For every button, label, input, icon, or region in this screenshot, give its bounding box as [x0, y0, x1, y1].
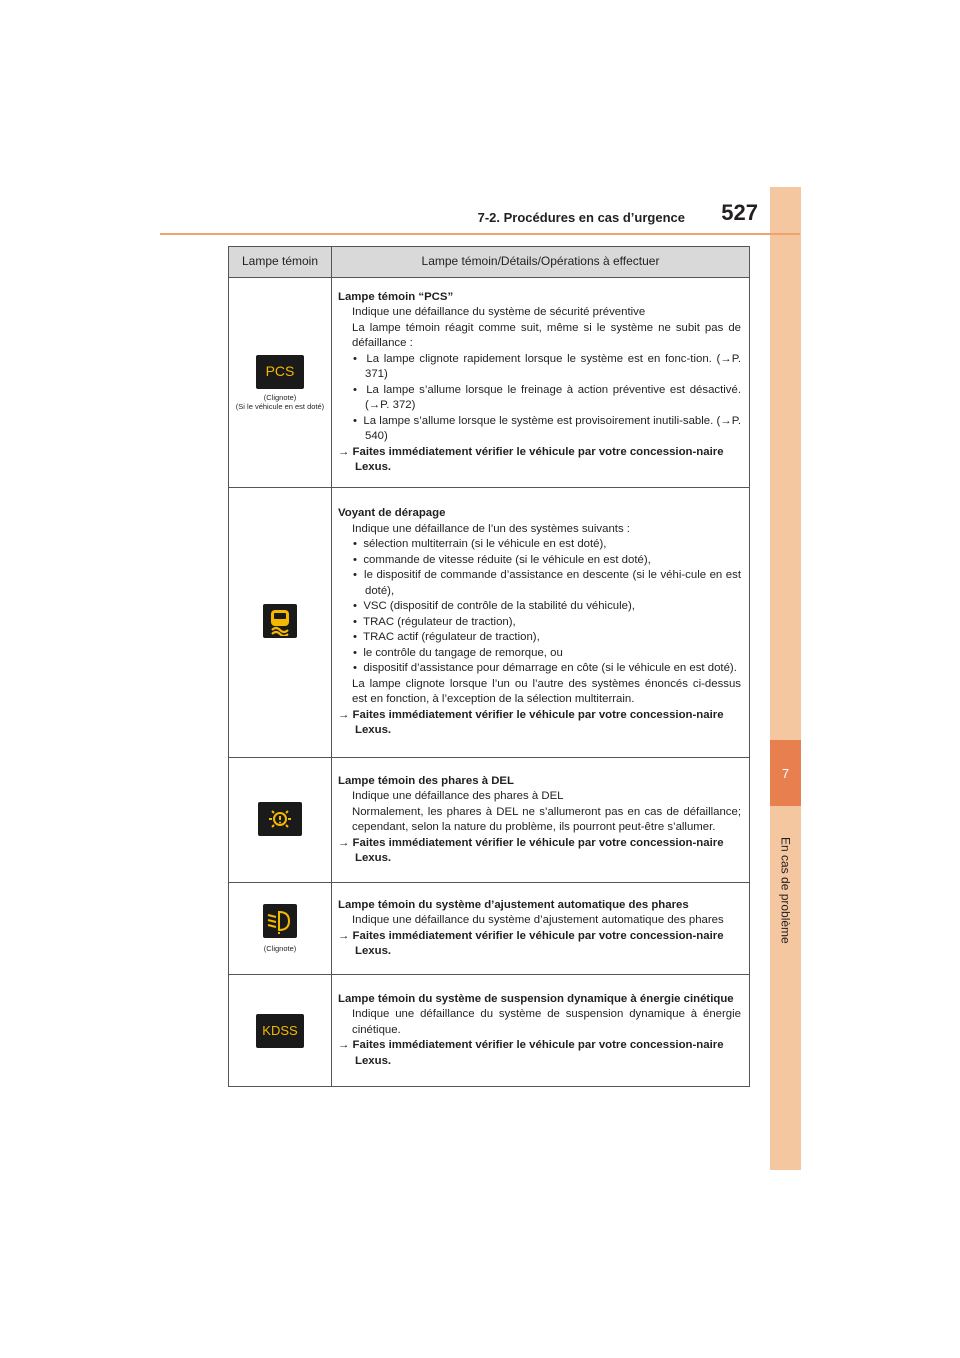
- list-item-text: le contrôle du tangage de remorque, ou: [363, 646, 563, 659]
- list-item-text: La lampe s’allume lorsque le système est provisoirement inutili-sable. (→P. 540): [363, 414, 741, 442]
- page-number: 527: [721, 200, 758, 225]
- description-cell: [332, 758, 750, 883]
- list-item: • TRAC actif (régulateur de traction),: [353, 631, 540, 644]
- action-instruction: → Faites immédiatement vérifier le véhicule par votre concession-naire Lexus.: [338, 708, 724, 737]
- description-line: Indique une défaillance du système d’ajustement automatique des phares: [352, 914, 724, 926]
- list-item-text: commande de vitesse réduite (si le véhicule en est doté),: [363, 553, 651, 566]
- description-cell: [332, 883, 750, 975]
- lamp-title: Lampe témoin du système de suspension dynamique à énergie cinétique: [338, 992, 734, 1005]
- description-line: Indique une défaillance des phares à DEL: [352, 790, 564, 802]
- side-tab-strip: [770, 187, 801, 1170]
- list-item: • le dispositif de commande d’assistance en descente (si le véhi-cule en est doté),: [353, 569, 741, 597]
- header-rule: [160, 233, 800, 235]
- list-item: • VSC (dispositif de contrôle de la stabilité du véhicule),: [353, 600, 635, 613]
- list-item-text: La lampe clignote rapidement lorsque le système est en fonc-tion. (→P. 371): [365, 352, 741, 380]
- column-header-lamp: Lampe témoin: [229, 247, 332, 278]
- icon-cell: [229, 488, 332, 758]
- list-item-text: TRAC (régulateur de traction),: [363, 615, 516, 628]
- action-instruction: → Faites immédiatement vérifier le véhicule par votre concession-naire Lexus.: [338, 1039, 724, 1067]
- section-title: 7-2. Procédures en cas d’urgence: [477, 210, 685, 225]
- chapter-number: 7: [770, 740, 801, 806]
- list-item: • La lampe clignote rapidement lorsque le système est en fonc-tion. (→P. 371): [353, 352, 741, 380]
- lamp-title: Lampe témoin “PCS”: [338, 290, 454, 303]
- description-line: Indique une défaillance de l’un des systèmes suivants :: [352, 522, 630, 535]
- pcs-icon: PCS: [256, 355, 304, 389]
- list-item-text: le dispositif de commande d’assistance en descente (si le véhi-cule en est doté),: [364, 569, 741, 597]
- table-row: [229, 975, 750, 1087]
- description-cell: [332, 278, 750, 488]
- icon-cell: [229, 975, 332, 1087]
- table-row: [229, 488, 750, 758]
- headlight-leveling-icon: [263, 904, 297, 938]
- description-cell: [332, 975, 750, 1087]
- list-item-text: dispositif d’assistance pour démarrage en côte (si le véhicule en est doté).: [363, 662, 737, 675]
- icon-cell: [229, 278, 332, 488]
- description-line: Normalement, les phares à DEL ne s’allumeront pas en cas de défaillance; cependant, selon la nature du problème, ils pourront peut-être s’allumer.: [352, 805, 741, 833]
- list-item-text: La lampe s’allume lorsque le freinage à action préventive est désactivé. (→P. 372): [365, 383, 741, 411]
- page-header: [160, 200, 800, 236]
- column-header-details: Lampe témoin/Détails/Opérations à effectuer: [332, 247, 750, 278]
- list-item-text: TRAC actif (régulateur de traction),: [363, 631, 540, 644]
- description-line: Indique une défaillance du système de sécurité préventive: [352, 306, 646, 318]
- warning-lamp-table: [228, 246, 750, 1087]
- chapter-title: En cas de problème: [778, 836, 793, 944]
- list-item: • dispositif d’assistance pour démarrage en côte (si le véhicule en est doté).: [353, 662, 737, 675]
- action-instruction: → Faites immédiatement vérifier le véhicule par votre concession-naire Lexus.: [338, 836, 724, 864]
- led-headlight-icon: [258, 802, 302, 836]
- kdss-icon: KDSS: [256, 1014, 304, 1048]
- lamp-title: Voyant de dérapage: [338, 507, 446, 520]
- icon-cell: [229, 758, 332, 883]
- table-row: [229, 278, 750, 488]
- list-item: • La lampe s’allume lorsque le freinage à action préventive est désactivé. (→P. 372): [353, 383, 741, 411]
- icon-caption: (Clignote): [263, 944, 297, 954]
- icon-cell: [229, 883, 332, 975]
- list-item-text: sélection multiterrain (si le véhicule en est doté),: [363, 538, 607, 551]
- headlight-leveling-glyph: [265, 907, 295, 935]
- list-item: • sélection multiterrain (si le véhicule en est doté),: [353, 538, 607, 551]
- lamp-title: Lampe témoin du système d’ajustement automatique des phares: [338, 898, 689, 911]
- skid-car-icon: [265, 606, 295, 636]
- action-instruction: → Faites immédiatement vérifier le véhicule par votre concession-naire Lexus.: [338, 929, 724, 957]
- icon-caption: (Clignote) (Si le véhicule en est doté): [235, 392, 325, 411]
- description-line: La lampe témoin réagit comme suit, même si le système ne subit pas de défaillance :: [352, 321, 741, 349]
- table-row: [229, 883, 750, 975]
- action-instruction: → Faites immédiatement vérifier le véhicule par votre concession-naire Lexus.: [338, 445, 724, 473]
- list-item: • TRAC (régulateur de traction),: [353, 615, 516, 628]
- list-item-text: VSC (dispositif de contrôle de la stabilité du véhicule),: [363, 600, 635, 613]
- list-item: • commande de vitesse réduite (si le véhicule en est doté),: [353, 553, 651, 566]
- description-cell: [332, 488, 750, 758]
- description-line: Indique une défaillance du système de suspension dynamique à énergie cinétique.: [352, 1008, 741, 1036]
- table-row: [229, 758, 750, 883]
- table-header-row: [229, 247, 750, 278]
- skid-indicator-icon: [263, 604, 297, 638]
- list-item: • le contrôle du tangage de remorque, ou: [353, 646, 563, 659]
- list-item: • La lampe s’allume lorsque le système est provisoirement inutili-sable. (→P. 540): [353, 414, 741, 442]
- lamp-title: Lampe témoin des phares à DEL: [338, 774, 514, 787]
- led-headlight-glyph: [263, 805, 297, 833]
- description-line: La lampe clignote lorsque l’un ou l’autre des systèmes énoncés ci-dessus est en fonction, à l’exception de la sélection multiterrain.: [352, 677, 741, 706]
